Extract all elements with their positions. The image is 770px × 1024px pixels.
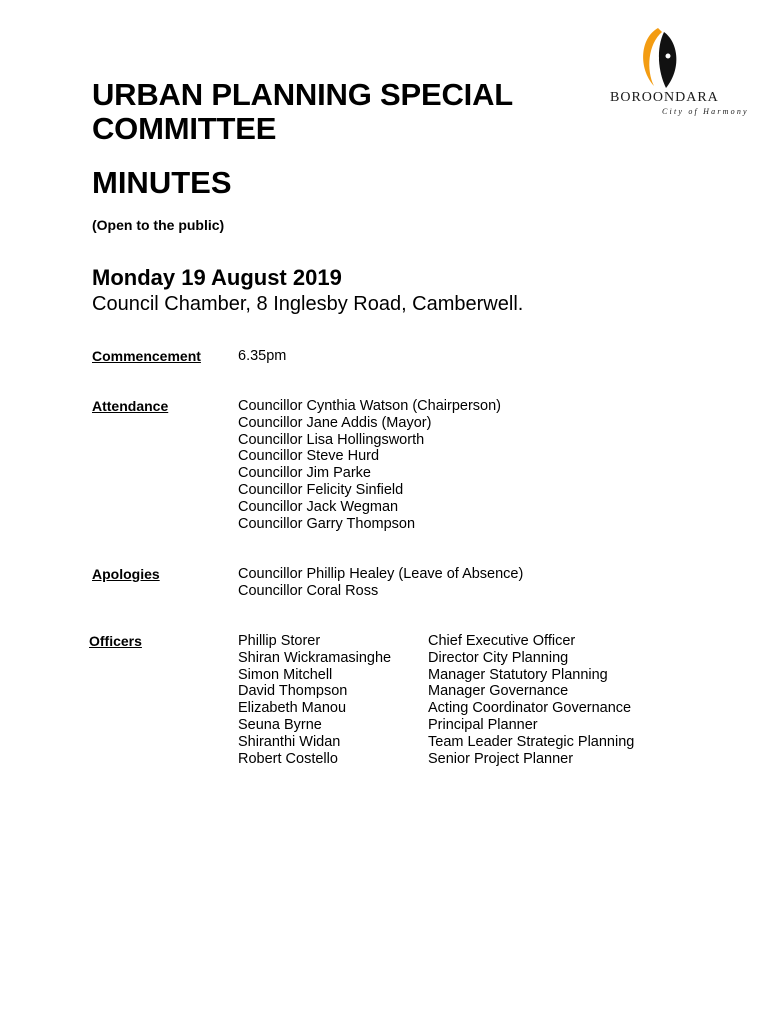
logo-tagline: City of Harmony <box>662 107 749 116</box>
logo-name: BOROONDARA <box>610 90 719 105</box>
apology: Councillor Phillip Healey (Leave of Absence) <box>238 566 524 582</box>
officer-name: Seuna Byrne <box>238 716 322 733</box>
officer-role: Manager Statutory Planning <box>428 666 608 683</box>
document-type-heading: MINUTES <box>92 165 232 200</box>
officer-name: Phillip Storer <box>238 633 321 649</box>
officer-role: Senior Project Planner <box>428 750 574 767</box>
committee-title-line-2: COMMITTEE <box>92 111 277 146</box>
attendee: Councillor Felicity Sinfield <box>238 481 404 498</box>
officer-role: Chief Executive Officer <box>428 633 576 649</box>
officer-roles-list <box>428 633 634 767</box>
attendee: Councillor Cynthia Watson (Chairperson) <box>238 398 501 414</box>
committee-title-line-1: URBAN PLANNING SPECIAL <box>92 77 514 112</box>
attendee: Councillor Jim Parke <box>238 465 371 482</box>
officer-name: Shiranthi Widan <box>238 733 341 750</box>
apologies-list <box>238 566 523 600</box>
attendee: Councillor Jack Wegman <box>238 498 399 515</box>
commencement-time: 6.35pm <box>238 348 287 364</box>
access-note: (Open to the public) <box>92 217 225 233</box>
officer-name: Simon Mitchell <box>238 666 333 683</box>
commencement-label: Commencement <box>92 348 201 364</box>
attendance-label: Attendance <box>92 398 169 414</box>
officer-names-list <box>238 633 391 767</box>
officer-role: Director City Planning <box>428 649 569 666</box>
boroondara-logo <box>606 24 749 124</box>
officer-name: Shiran Wickramasinghe <box>238 649 392 666</box>
officer-role: Team Leader Strategic Planning <box>428 733 635 750</box>
officer-name: Robert Costello <box>238 750 338 767</box>
officer-role: Acting Coordinator Governance <box>428 700 632 717</box>
officer-name: Elizabeth Manou <box>238 700 347 717</box>
attendee: Councillor Lisa Hollingsworth <box>238 431 425 448</box>
officer-name: David Thompson <box>238 683 348 700</box>
apology: Councillor Coral Ross <box>238 582 379 599</box>
attendee: Councillor Garry Thompson <box>238 515 416 532</box>
officer-role: Principal Planner <box>428 716 538 733</box>
meeting-date: Monday 19 August 2019 <box>92 265 342 290</box>
attendee: Councillor Jane Addis (Mayor) <box>238 414 432 431</box>
boroondara-emblem-icon <box>606 24 746 88</box>
apologies-label: Apologies <box>92 566 160 582</box>
officers-label: Officers <box>89 633 142 649</box>
attendee: Councillor Steve Hurd <box>238 448 380 465</box>
meeting-venue: Council Chamber, 8 Inglesby Road, Camberwell. <box>92 293 524 315</box>
attendance-list <box>238 398 501 532</box>
officer-role: Manager Governance <box>428 683 569 700</box>
